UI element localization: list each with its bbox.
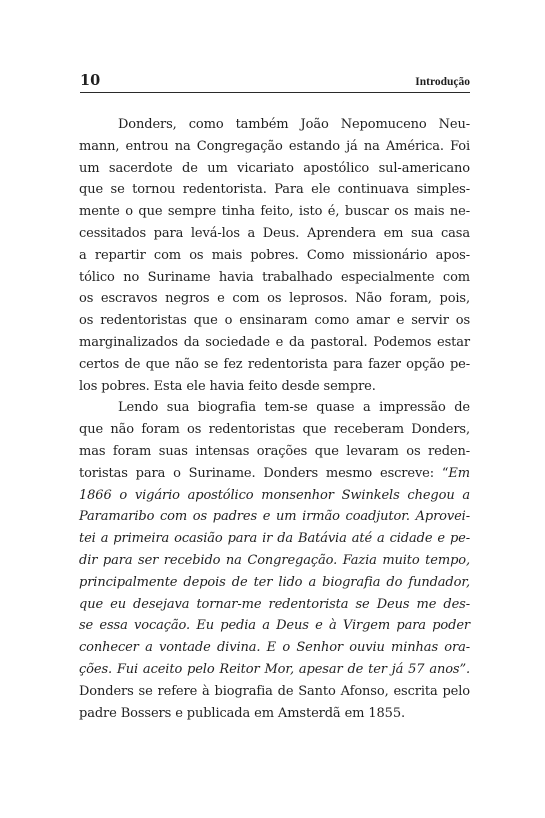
quote-line: que eu desejava tornar-me redentorista se Deus me des- bbox=[79, 596, 470, 612]
text-line: os escravos negros e com os leprosos. Não foram, pois, bbox=[79, 291, 470, 307]
text-line: os redentoristas que o ensinaram como amar e servir os bbox=[79, 313, 470, 329]
quote-line: conhecer a vontade divina. E o Senhor ouviu minhas ora- bbox=[79, 640, 470, 656]
line-italic-part: Em bbox=[448, 465, 470, 481]
page-header bbox=[80, 72, 470, 90]
text-line: mente o que sempre tinha feito, isto é, buscar os mais ne- bbox=[79, 204, 470, 220]
quote-line: ções. Fui aceito pelo Reitor Mor, apesar de ter já 57 anos”. bbox=[79, 661, 470, 677]
text-line: cessitados para levá-los a Deus. Aprendera em sua casa bbox=[79, 225, 470, 241]
running-head: Introdução bbox=[415, 76, 470, 88]
header-divider bbox=[80, 92, 470, 93]
text-line: los pobres. Esta ele havia feito desde sempre. bbox=[79, 378, 376, 394]
text-line: Donders se refere à biografia de Santo Afonso, escrita pelo bbox=[79, 683, 470, 699]
text-line: padre Bossers e publicada em Amsterdã em 1855. bbox=[79, 705, 405, 721]
text-line: marginalizados da sociedade e da pastoral. Podemos estar bbox=[79, 334, 470, 350]
text-line: que não foram os redentoristas que receberam Donders, bbox=[79, 422, 470, 438]
text-line: um sacerdote de um vicariato apostólico sul-americano bbox=[79, 160, 470, 176]
text-line: que se tornou redentorista. Para ele continuava simples- bbox=[79, 182, 470, 198]
quote-line: 1866 o vigário apostólico monsenhor Swinkels chegou a bbox=[79, 487, 470, 503]
quote-line: dir para ser recebido na Congregação. Fazia muito tempo, bbox=[79, 552, 470, 568]
page-number: 10 bbox=[80, 72, 101, 89]
text-line: certos de que não se fez redentorista para fazer opção pe- bbox=[79, 356, 470, 372]
quote-line: principalmente depois de ter lido a biografia do fundador, bbox=[79, 574, 470, 590]
text-line-mixed bbox=[79, 463, 470, 485]
text-line: mann, entrou na Congregação estando já na América. Foi bbox=[79, 138, 470, 154]
text-line: Donders, como também João Nepomuceno Neu- bbox=[118, 117, 470, 132]
quote-line: Paramaribo com os padres e um irmão coadjutor. Aprovei- bbox=[79, 509, 470, 525]
text-line: a repartir com os mais pobres. Como missionário apos- bbox=[79, 247, 470, 263]
text-line: tólico no Suriname havia trabalhado especialmente com bbox=[79, 269, 470, 285]
text-line: mas foram suas intensas orações que levaram os reden- bbox=[79, 443, 470, 459]
quote-line: se essa vocação. Eu pedia a Deus e à Virgem para poder bbox=[79, 618, 470, 634]
text-line: Lendo sua biografia tem-se quase a impressão de bbox=[118, 400, 470, 416]
line-roman-part: toristas para o Suriname. Donders mesmo escreve: “ bbox=[79, 465, 449, 481]
body-text bbox=[79, 114, 470, 724]
quote-line: tei a primeira ocasião para ir da Batávia até a cidade e pe- bbox=[79, 531, 470, 547]
